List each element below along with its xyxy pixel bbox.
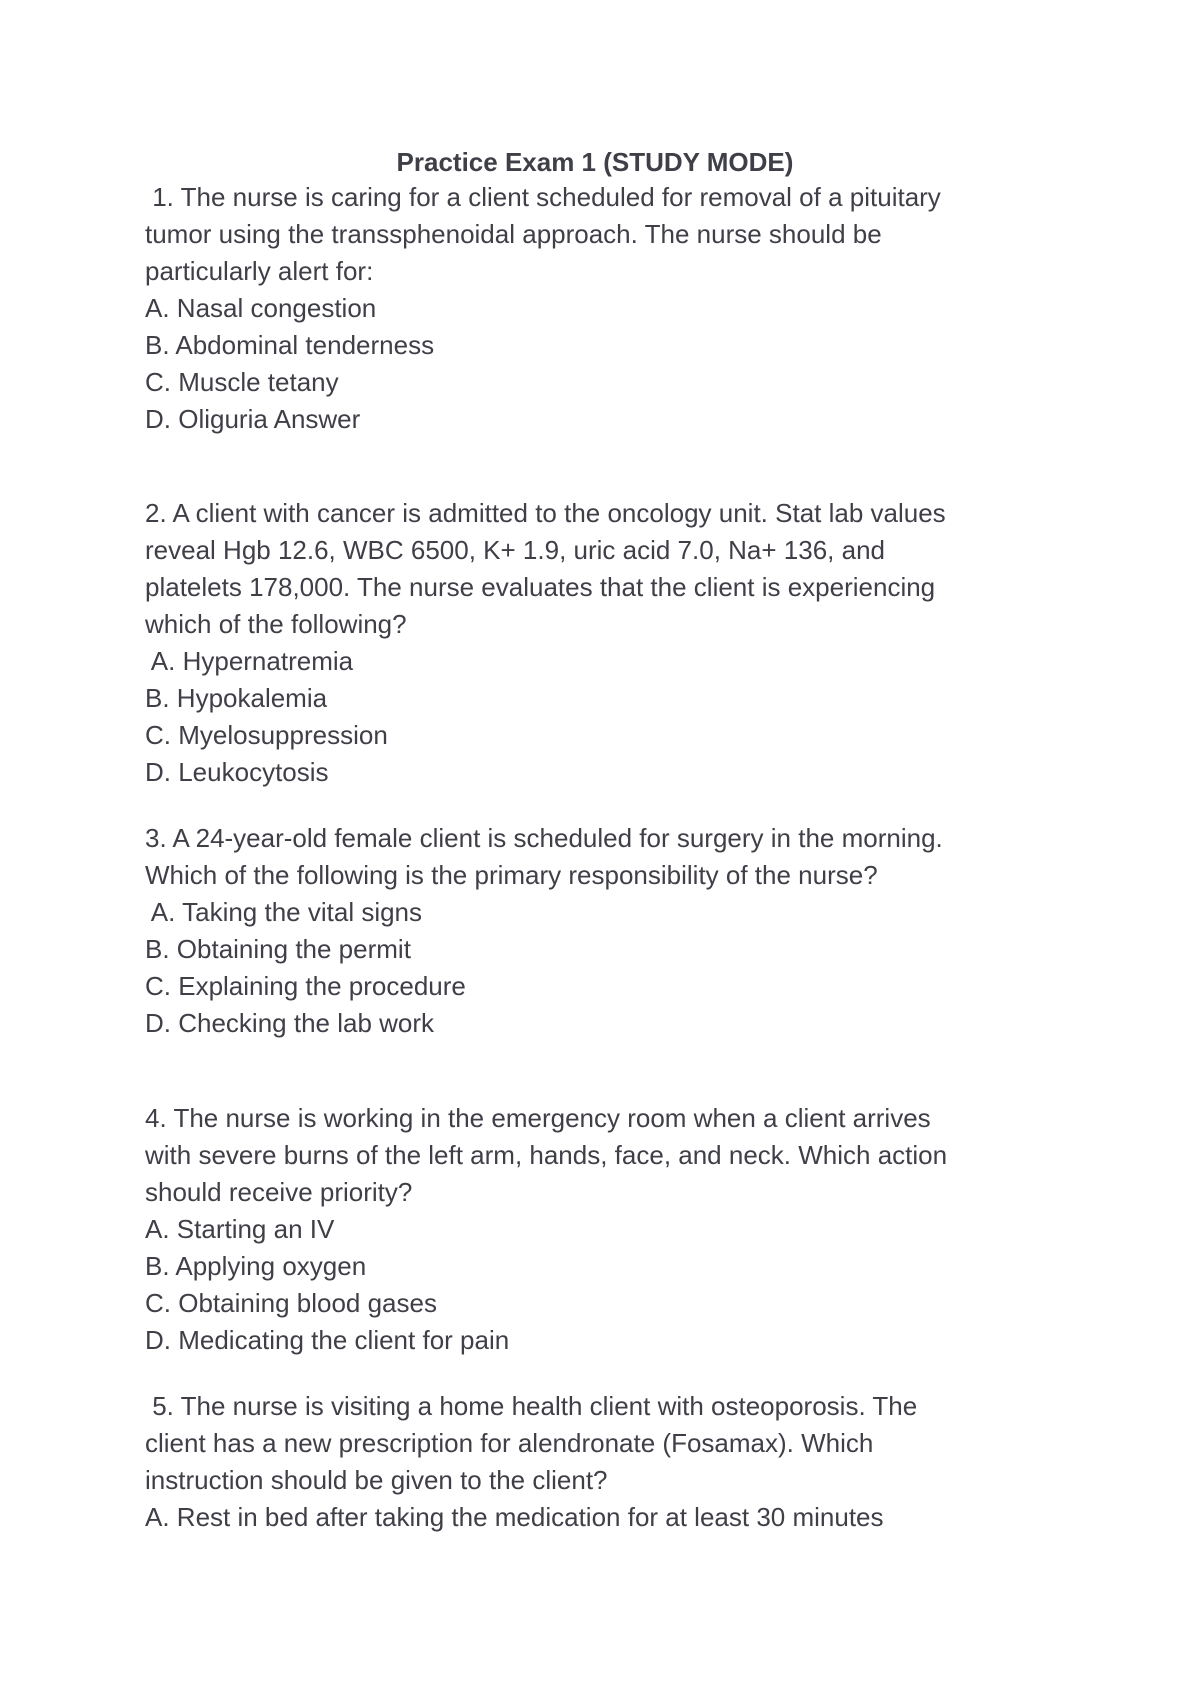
question-3-line-1: 3. A 24-year-old female client is scheduled for surgery in the morning. — [145, 823, 943, 853]
question-2-line-2: reveal Hgb 12.6, WBC 6500, K+ 1.9, uric acid 7.0, Na+ 136, and — [145, 535, 885, 565]
question-2-option-a: A. Hypernatremia — [145, 646, 354, 676]
question-2-option-d: D. Leukocytosis — [145, 757, 329, 787]
question-2-line-4: which of the following? — [145, 609, 407, 639]
question-5-line-1: 5. The nurse is visiting a home health client with osteoporosis. The — [145, 1391, 918, 1421]
question-4-line-3: should receive priority? — [145, 1177, 413, 1207]
page-title: Practice Exam 1 (STUDY MODE) — [396, 147, 794, 177]
question-3-option-b: B. Obtaining the permit — [145, 934, 411, 964]
question-2-line-3: platelets 178,000. The nurse evaluates that the client is experiencing — [145, 572, 936, 602]
question-1-line-2: tumor using the transsphenoidal approach. The nurse should be — [145, 219, 882, 249]
question-2-line-1: 2. A client with cancer is admitted to the oncology unit. Stat lab values — [145, 498, 946, 528]
question-4-line-2: with severe burns of the left arm, hands, face, and neck. Which action — [145, 1140, 948, 1170]
question-4-option-c: C. Obtaining blood gases — [145, 1288, 437, 1318]
question-2-option-c: C. Myelosuppression — [145, 720, 388, 750]
question-3-option-d: D. Checking the lab work — [145, 1008, 435, 1038]
question-5-line-2: client has a new prescription for alendronate (Fosamax). Which — [145, 1428, 874, 1458]
question-1-option-c: C. Muscle tetany — [145, 367, 339, 397]
question-1-option-b: B. Abdominal tenderness — [145, 330, 435, 360]
question-4-option-d: D. Medicating the client for pain — [145, 1325, 510, 1355]
question-4-option-a: A. Starting an IV — [145, 1214, 335, 1244]
question-3-line-2: Which of the following is the primary responsibility of the nurse? — [145, 860, 878, 890]
question-1-line-3: particularly alert for: — [145, 256, 374, 286]
question-1-line-1: 1. The nurse is caring for a client scheduled for removal of a pituitary — [145, 182, 941, 212]
question-2-option-b: B. Hypokalemia — [145, 683, 328, 713]
question-3-option-a: A. Taking the vital signs — [145, 897, 423, 927]
question-1-option-d: D. Oliguria Answer — [145, 404, 361, 434]
question-5-line-3: instruction should be given to the client? — [145, 1465, 608, 1495]
question-1-option-a: A. Nasal congestion — [145, 293, 377, 323]
question-5-option-a: A. Rest in bed after taking the medication for at least 30 minutes — [145, 1502, 884, 1532]
question-3-option-c: C. Explaining the procedure — [145, 971, 466, 1001]
question-4-option-b: B. Applying oxygen — [145, 1251, 367, 1281]
question-4-line-1: 4. The nurse is working in the emergency room when a client arrives — [145, 1103, 931, 1133]
